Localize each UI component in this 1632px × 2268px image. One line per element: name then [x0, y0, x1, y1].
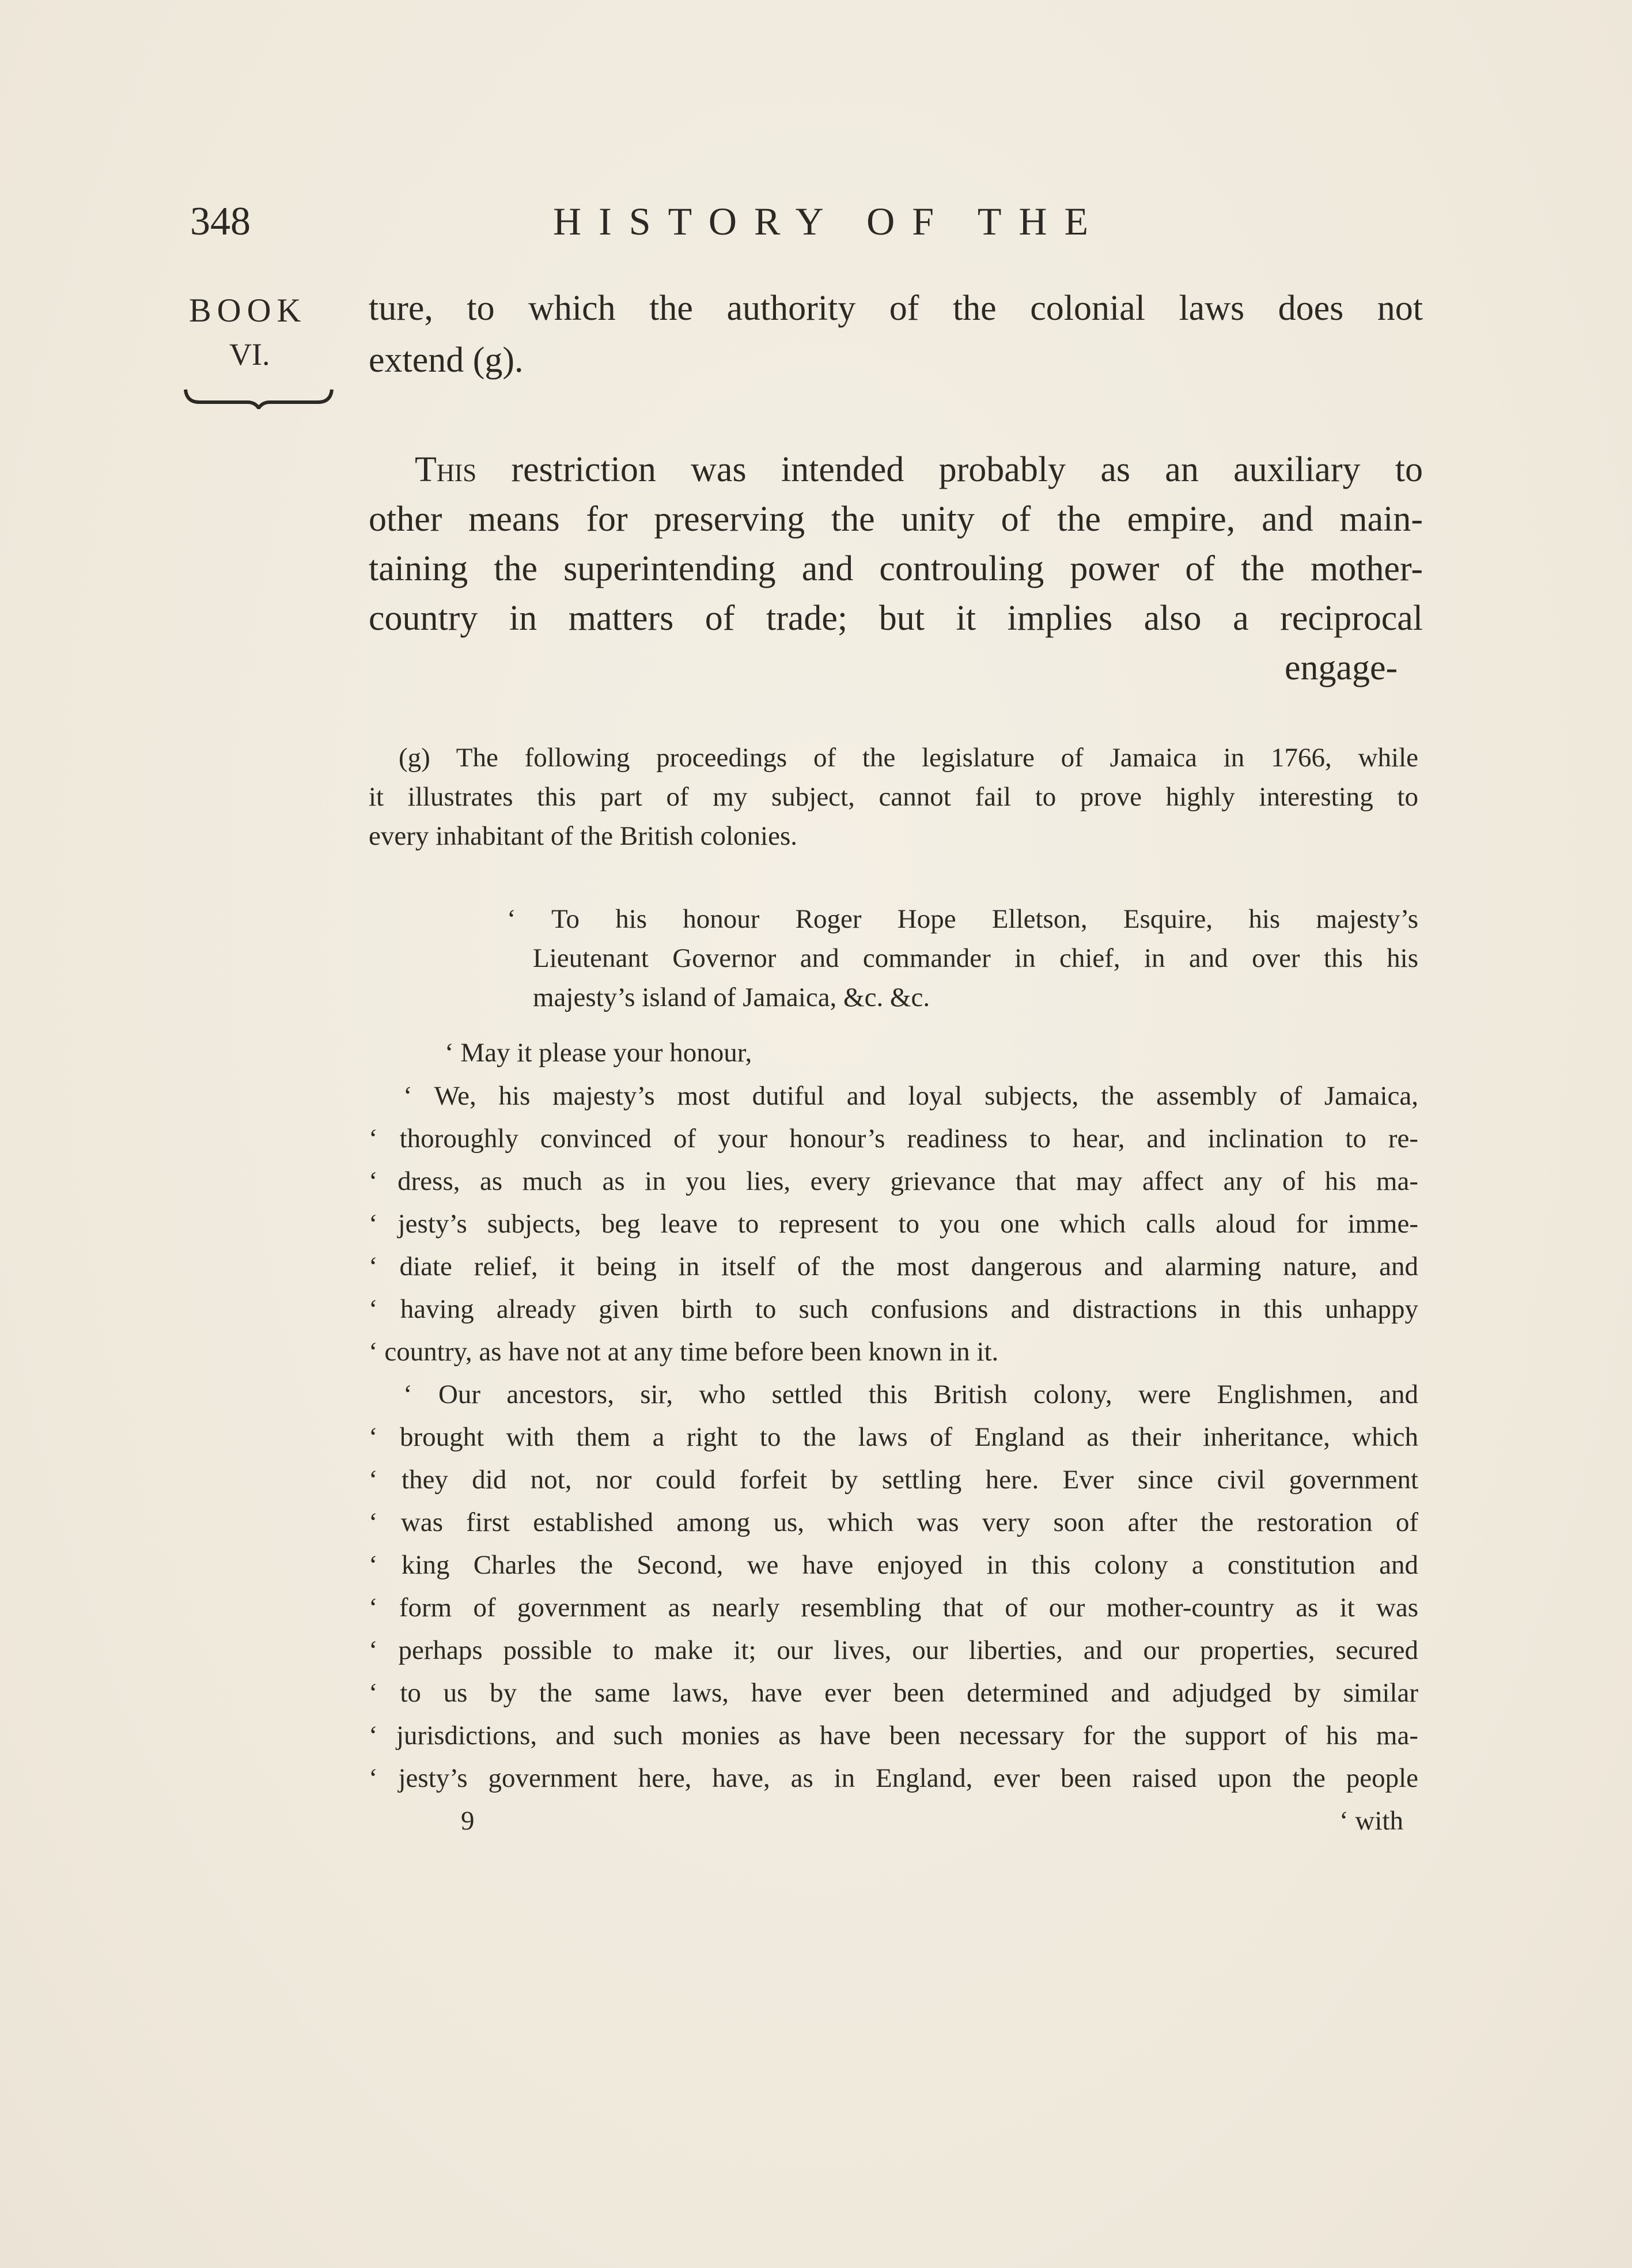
footnote-line: ‘ king Charles the Second, we have enjoyed in this colony a constitution and	[369, 1550, 1418, 1580]
footnote-line: ‘ brought with them a right to the laws of England as their inheritance, which	[369, 1422, 1418, 1452]
footnote-line: ‘ they did not, nor could forfeit by settling here. Ever since civil government	[369, 1465, 1418, 1495]
page-number: 348	[190, 199, 251, 244]
body-line-text: restriction was intended probably as an auxiliary to	[511, 450, 1423, 489]
footnote-line: ‘ thoroughly convinced of your honour’s readiness to hear, and inclination to re-	[369, 1124, 1418, 1154]
footnote-line: ‘ dress, as much as in you lies, every grievance that may affect any of his ma-	[369, 1166, 1418, 1196]
footnote-line: ‘ perhaps possible to make it; our lives, our liberties, and our properties, secured	[369, 1635, 1418, 1665]
body-line: other means for preserving the unity of the empire, and main-	[369, 500, 1423, 539]
footnote-line: every inhabitant of the British colonies.	[369, 821, 797, 851]
salutation: ‘ May it please your honour,	[445, 1038, 752, 1068]
running-head: HISTORY OF THE	[553, 199, 1106, 243]
body-line: taining the superintending and controuling power of the mother-	[369, 549, 1423, 588]
address-line: Lieutenant Governor and commander in chief, in and over this his	[533, 943, 1418, 973]
footnote-line: (g) The following proceedings of the legislature of Jamaica in 1766, while	[399, 743, 1418, 773]
book-label: BOOK	[189, 292, 307, 329]
margin-brace-icon	[183, 385, 334, 409]
address-line: ‘ To his honour Roger Hope Elletson, Esquire, his majesty’s	[507, 904, 1418, 934]
footnote-line: ‘ was first established among us, which was very soon after the restoration of	[369, 1507, 1418, 1537]
catchword: ‘ with	[1339, 1806, 1403, 1836]
footnote-line: ‘ jesty’s government here, have, as in England, ever been raised upon the people	[369, 1763, 1418, 1793]
footnote-line: ‘ to us by the same laws, have ever been determined and adjudged by similar	[369, 1678, 1418, 1708]
footnote-line: ‘ We, his majesty’s most dutiful and loyal subjects, the assembly of Jamaica,	[403, 1081, 1418, 1111]
catchword-main: engage-	[1285, 648, 1398, 687]
footnote-line: ‘ form of government as nearly resembling that of our mother-country as it was	[369, 1593, 1418, 1623]
address-line: majesty’s island of Jamaica, &c. &c.	[533, 982, 930, 1012]
body-line: country in matters of trade; but it implies also a reciprocal	[369, 599, 1423, 638]
paragraph-lead-word: This	[415, 450, 477, 489]
signature-mark: 9	[461, 1806, 475, 1836]
footnote-line: ‘ Our ancestors, sir, who settled this British colony, were Englishmen, and	[403, 1379, 1418, 1409]
body-line: extend (g).	[369, 341, 524, 380]
footnote-line: ‘ jurisdictions, and such monies as have been necessary for the support of his ma-	[369, 1721, 1418, 1751]
footnote-line: ‘ jesty’s subjects, beg leave to represent to you one which calls aloud for imme-	[369, 1209, 1418, 1239]
footnote-line: ‘ country, as have not at any time before been known in it.	[369, 1337, 999, 1367]
footnote-line: ‘ diate relief, it being in itself of the most dangerous and alarming nature, and	[369, 1252, 1418, 1282]
body-line-first	[415, 449, 1423, 490]
body-line: ture, to which the authority of the colonial laws does not	[369, 289, 1423, 328]
footnote-line: it illustrates this part of my subject, cannot fail to prove highly interesting to	[369, 782, 1418, 812]
footnote-line: ‘ having already given birth to such confusions and distractions in this unhappy	[369, 1294, 1418, 1324]
book-volume: VI.	[229, 337, 270, 372]
